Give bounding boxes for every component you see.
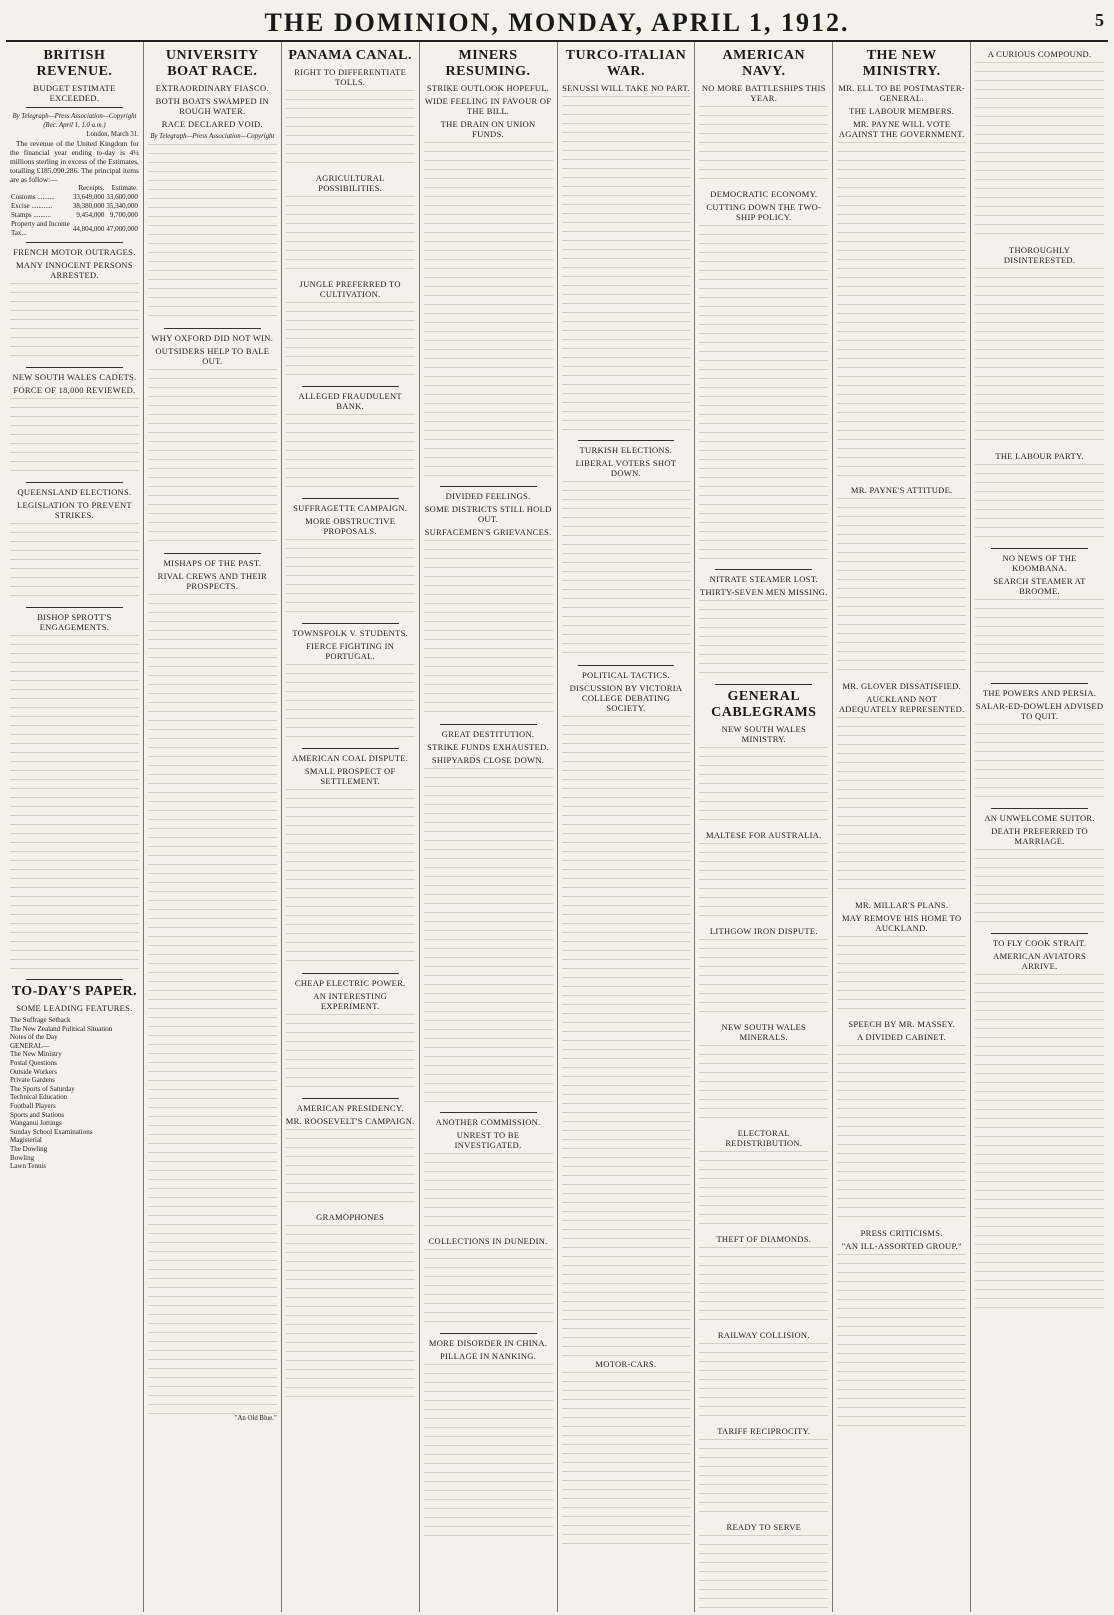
headline: ANOTHER COMMISSION. (435, 1117, 541, 1127)
headline: FRENCH MOTOR OUTRAGES. (13, 247, 136, 257)
column-7 (833, 42, 971, 1612)
article-body (837, 1045, 966, 1225)
table-cell: 33,600,000 (106, 193, 138, 201)
subheadline: MR. MILLAR'S PLANS. (855, 900, 949, 910)
article-body (10, 635, 139, 975)
headline: TO FLY COOK STRAIT. (992, 938, 1087, 948)
divider (26, 367, 123, 368)
list-item: The Suffrage Setback (10, 1016, 71, 1024)
divider (440, 486, 537, 487)
article-body (286, 539, 415, 619)
headline: AMERICAN COAL DISPUTE. (292, 753, 409, 763)
article-body (286, 414, 415, 494)
list-item: Sunday School Examinations (10, 1127, 93, 1136)
subheadline: AN INTERESTING EXPERIMENT. (313, 991, 388, 1011)
article-body (699, 1343, 828, 1423)
subheadline: FORCE OF 18,000 REVIEWED. (13, 385, 136, 395)
advertisement-heading: MOTOR-CARS. (595, 1359, 657, 1369)
subheadline: ELECTORAL REDISTRIBUTION. (725, 1128, 803, 1148)
article-body (837, 498, 966, 678)
subheadline: DEMOCRATIC ECONOMY. (710, 189, 818, 199)
article-body (424, 142, 553, 482)
subheadline: NEW SOUTH WALES MINERALS. (721, 1022, 807, 1042)
divider (164, 553, 261, 554)
article-body (286, 664, 415, 744)
subheadline: MISHAPS OF THE PAST. (163, 558, 262, 568)
subheadline: THOROUGHLY DISINTERESTED. (1003, 245, 1076, 265)
article-body (975, 268, 1104, 448)
subheadline: A DIVIDED CABINET. (857, 1032, 947, 1042)
divider (578, 665, 675, 666)
headline: TO-DAY'S PAPER. (11, 984, 138, 999)
divider (578, 440, 675, 441)
headline: GREAT DESTITUTION. (441, 729, 535, 739)
divider (440, 724, 537, 725)
divider (991, 683, 1088, 684)
subheadline: NEW SOUTH WALES MINISTRY. (721, 724, 807, 744)
advertisement-heading: GRAMOPHONES (316, 1212, 385, 1222)
article-body (975, 464, 1104, 544)
subheadline: MR. GLOVER DISSATISFIED. (842, 681, 962, 691)
article-body (699, 225, 828, 565)
headline: PANAMA CANAL. (288, 48, 413, 63)
divider (991, 548, 1088, 549)
article-body (10, 398, 139, 478)
list-item: Magisterial (10, 1136, 42, 1145)
column-6 (695, 42, 833, 1612)
divider (440, 1333, 537, 1334)
divider (302, 623, 399, 624)
page-number: 5 (1095, 10, 1104, 30)
masthead (6, 6, 1108, 42)
subheadline: NO MORE BATTLESHIPS THIS YEAR. (701, 83, 826, 103)
article-body (699, 939, 828, 1019)
article-body (699, 747, 828, 827)
table-cell (10, 184, 72, 193)
divider (164, 328, 261, 329)
headline: BRITISH REVENUE. (36, 48, 113, 79)
feature-index (10, 1016, 139, 1171)
headline: AN UNWELCOME SUITOR. (984, 813, 1095, 823)
list-item: The Dowling (10, 1144, 48, 1153)
subheadline: THEFT OF DIAMONDS. (716, 1234, 812, 1244)
revenue-table (10, 184, 139, 238)
subheadline: PRESS CRITICISMS. (860, 1228, 943, 1238)
article-body (286, 196, 415, 276)
headline: MINERS RESUMING. (445, 48, 531, 79)
subheadline: MALTESE FOR AUSTRALIA. (706, 830, 822, 840)
subheadline: SALAR-ED-DOWLEH ADVISED TO QUIT. (975, 701, 1104, 721)
advertisement-heading: READY TO SERVE (726, 1522, 802, 1532)
article-body (10, 283, 139, 363)
advertisement-body (286, 1225, 415, 1405)
list-item: Wanganui Jottings (10, 1119, 62, 1128)
list-item: Bowling (10, 1153, 35, 1162)
table-row (10, 220, 139, 238)
subheadline: MR. PAYNE'S ATTITUDE. (850, 485, 953, 495)
list-item: Private Gardens (10, 1076, 55, 1085)
headline: MORE DISORDER IN CHINA. (428, 1338, 548, 1348)
subheadline: THIRTY-SEVEN MEN MISSING. (699, 587, 828, 597)
article-body (424, 1153, 553, 1233)
subheadline: MORE OBSTRUCTIVE PROPOSALS. (305, 516, 396, 536)
article-body (148, 594, 277, 1414)
article-body (286, 302, 415, 382)
list-item: Sports and Stations (10, 1110, 65, 1119)
article-body (975, 849, 1104, 929)
subheadline: SOME DISTRICTS STILL HOLD OUT. (424, 504, 552, 524)
subheadline: RAILWAY COLLISION. (717, 1330, 810, 1340)
list-item: The New Zealand Political Situation (10, 1024, 113, 1033)
list-item: Postal Questions (10, 1058, 57, 1067)
article-body (286, 789, 415, 969)
headline: CHEAP ELECTRIC POWER. (294, 978, 406, 988)
headline: UNIVERSITY BOAT RACE. (165, 48, 259, 79)
headline: TURKISH ELECTIONS. (579, 445, 673, 455)
signature: "An Old Blue." (234, 1415, 277, 1422)
subheadline: STRIKE OUTLOOK HOPEFUL. (426, 83, 550, 93)
subheadline: DISCUSSION BY VICTORIA COLLEGE DEBATING SOCIETY. (569, 683, 683, 713)
table-cell: Stamps .......... (11, 211, 51, 219)
subheadline: LEGISLATION TO PREVENT STRIKES. (16, 500, 132, 520)
article-body (837, 142, 966, 482)
divider (302, 386, 399, 387)
article-body (837, 1254, 966, 1434)
article-body (699, 1045, 828, 1125)
article-body (424, 540, 553, 720)
article-body (837, 936, 966, 1016)
subheadline: SMALL PROSPECT OF SETTLEMENT. (304, 766, 396, 786)
article-body (286, 1129, 415, 1209)
article-body (286, 90, 415, 170)
subheadline: LITHGOW IRON DISPUTE. (709, 926, 818, 936)
article-body (562, 716, 691, 1356)
divider (302, 748, 399, 749)
subheadline: COLLECTIONS IN DUNEDIN. (428, 1236, 548, 1246)
subheadline: MR. ROOSEVELT'S CAMPAIGN. (285, 1116, 415, 1126)
list-item: Notes of the Day (10, 1033, 58, 1042)
subheadline: MR. PAYNE WILL VOTE AGAINST THE GOVERNMENT. (838, 119, 965, 139)
credit-line: By Telegraph—Press Association—Copyright (150, 133, 275, 140)
received-line: (Rec. April 1, 1.0 a.m.) (43, 122, 106, 129)
subheadline: A CURIOUS COMPOUND. (987, 49, 1092, 59)
subheadline: SENUSSI WILL TAKE NO PART. (562, 83, 690, 93)
column-1 (6, 42, 144, 1612)
subheadline: "AN ILL-ASSORTED GROUP." (841, 1241, 962, 1251)
divider (991, 808, 1088, 809)
article-body (699, 1151, 828, 1231)
subheadline: RIVAL CREWS AND THEIR PROSPECTS. (157, 571, 267, 591)
list-item: Football Players (10, 1101, 56, 1110)
credit-line: By Telegraph—Press Association—Copyright (12, 113, 137, 120)
subheadline: MANY INNOCENT PERSONS ARRESTED. (16, 260, 133, 280)
subheadline: LIBERAL VOTERS SHOT DOWN. (575, 458, 677, 478)
article-body (699, 1247, 828, 1327)
headline: ALLEGED FRAUDULENT BANK. (298, 391, 402, 411)
subheadline: BOTH BOATS SWAMPED IN ROUGH WATER. (155, 96, 269, 116)
subheadline: WIDE FEELING IN FAVOUR OF THE BILL. (424, 96, 552, 116)
subheadline: WHY OXFORD DID NOT WIN. (151, 333, 274, 343)
article-body (148, 144, 277, 324)
subheadline: SPEECH BY MR. MASSEY. (848, 1019, 956, 1029)
table-cell: Estimate. (111, 184, 138, 192)
divider (302, 1098, 399, 1099)
headline: GENERAL CABLEGRAMS (711, 689, 817, 720)
article-body (424, 1249, 553, 1329)
advertisement-body (562, 1372, 691, 1552)
dateline: London, March 31. (86, 131, 139, 138)
divider (26, 107, 123, 108)
column-4 (420, 42, 558, 1612)
table-row (10, 211, 139, 220)
subheadline: SURFACEMEN'S GRIEVANCES. (424, 527, 552, 537)
article-body (699, 106, 828, 186)
table-cell: Customs .......... (11, 193, 55, 201)
divider (715, 569, 812, 570)
subheadline: RIGHT TO DIFFERENTIATE TOLLS. (294, 67, 407, 87)
headline: THE POWERS AND PERSIA. (982, 688, 1097, 698)
headline: TURCO-ITALIAN WAR. (565, 48, 687, 79)
subheadline: AMERICAN AVIATORS ARRIVE. (993, 951, 1086, 971)
divider (715, 684, 812, 685)
table-cell: 38,380,000 (72, 202, 105, 210)
subheadline: THE DRAIN ON UNION FUNDS. (440, 119, 536, 139)
subheadline: SOME LEADING FEATURES. (16, 1003, 133, 1013)
headline: NITRATE STEAMER LOST. (709, 574, 818, 584)
article-body (148, 369, 277, 549)
headline: QUEENSLAND ELECTIONS. (17, 487, 132, 497)
list-item: The Sports of Saturday (10, 1084, 75, 1093)
table-cell: 44,804,000 (72, 224, 105, 233)
paragraph: The revenue of the United Kingdom for the financial year ending to-day is 4¼ millions sterling in excess of the Estimates, totalling £185,090,286. The principal items are as follow:— (10, 139, 139, 184)
subheadline: TARIFF RECIPROCITY. (717, 1426, 811, 1436)
article-body (562, 481, 691, 661)
subheadline: THE LABOUR PARTY. (995, 451, 1084, 461)
table-cell: 35,340,000 (106, 202, 138, 210)
headline: SUFFRAGETTE CAMPAIGN. (293, 503, 408, 513)
subheadline: JUNGLE PREFERRED TO CULTIVATION. (299, 279, 401, 299)
headline: TOWNSFOLK V. STUDENTS. (292, 628, 409, 638)
headline: NEW SOUTH WALES CADETS. (12, 372, 137, 382)
list-item: Technical Education (10, 1093, 68, 1102)
headline: POLITICAL TACTICS. (582, 670, 670, 680)
divider (26, 979, 123, 980)
column-8 (971, 42, 1108, 1612)
headline: AMERICAN PRESIDENCY. (296, 1103, 404, 1113)
subheadline: UNREST TO BE INVESTIGATED. (454, 1130, 522, 1150)
divider (26, 242, 123, 243)
subheadline: BUDGET ESTIMATE EXCEEDED. (33, 83, 116, 103)
subheadline: OUTSIDERS HELP TO BALE OUT. (155, 346, 270, 366)
masthead-title: THE DOMINION, MONDAY, APRIL 1, 1912. (264, 8, 850, 37)
subheadline: EXTRAORDINARY FIASCO. (155, 83, 269, 93)
column-3 (282, 42, 420, 1612)
headline: NO NEWS OF THE KOOMBANA. (1002, 553, 1077, 573)
column-2 (144, 42, 282, 1612)
list-item: Outside Workers (10, 1067, 57, 1076)
headline: BISHOP SPROTT'S ENGAGEMENTS. (37, 612, 112, 632)
article-body (975, 974, 1104, 1314)
subheadline: STRIKE FUNDS EXHAUSTED. (427, 742, 549, 752)
article-body (424, 1364, 553, 1544)
table-cell: 9,700,000 (109, 211, 138, 219)
article-body (699, 843, 828, 923)
headline: DIVIDED FEELINGS. (445, 491, 531, 501)
divider (302, 498, 399, 499)
table-cell: Excise ............ (11, 202, 53, 210)
divider (26, 607, 123, 608)
table-cell: Property and Income Tax... (11, 220, 70, 237)
headline: AMERICAN NAVY. (722, 48, 806, 79)
subheadline: DEATH PREFERRED TO MARRIAGE. (991, 826, 1088, 846)
subheadline: MAY REMOVE HIS HOME TO AUCKLAND. (841, 913, 962, 933)
subheadline: AGRICULTURAL POSSIBILITIES. (315, 173, 385, 193)
article-body (975, 599, 1104, 679)
list-item: The New Ministry (10, 1050, 62, 1059)
article-body (424, 768, 553, 1108)
subheadline: SEARCH STEAMER AT BROOME. (993, 576, 1086, 596)
article-body (10, 523, 139, 603)
article-body (699, 600, 828, 680)
table-row (10, 193, 139, 202)
divider (440, 1112, 537, 1113)
divider (302, 973, 399, 974)
table-cell: 33,649,000 (72, 193, 105, 201)
subheadline: FIERCE FIGHTING IN PORTUGAL. (306, 641, 395, 661)
article-body (975, 62, 1104, 242)
divider (26, 482, 123, 483)
subheadline: THE LABOUR MEMBERS. (849, 106, 955, 116)
list-item: Lawn Tennis (10, 1162, 47, 1171)
article-body (837, 717, 966, 897)
table-header (10, 184, 139, 193)
advertisement-body (699, 1535, 828, 1612)
article-body (286, 1014, 415, 1094)
column-5 (558, 42, 696, 1612)
article-body (975, 724, 1104, 804)
table-cell: 9,454,000 (76, 211, 105, 219)
subheadline: MR. ELL TO BE POSTMASTER-GENERAL. (838, 83, 965, 103)
subheadline: AUCKLAND NOT ADEQUATELY REPRESENTED. (838, 694, 965, 714)
list-item: GENERAL— (10, 1041, 50, 1050)
table-cell: Receipts. (78, 184, 105, 192)
subheadline: CUTTING DOWN THE TWO-SHIP POLICY. (706, 202, 822, 222)
article-body (699, 1439, 828, 1519)
divider (991, 933, 1088, 934)
table-row (10, 202, 139, 211)
columns (6, 42, 1108, 1612)
subheadline: RACE DECLARED VOID. (161, 119, 263, 129)
article-body (562, 96, 691, 436)
headline: THE NEW MINISTRY. (862, 48, 941, 79)
subheadline: PILLAGE IN NANKING. (440, 1351, 537, 1361)
subheadline: SHIPYARDS CLOSE DOWN. (431, 755, 545, 765)
table-cell: 47,000,000 (106, 224, 138, 233)
